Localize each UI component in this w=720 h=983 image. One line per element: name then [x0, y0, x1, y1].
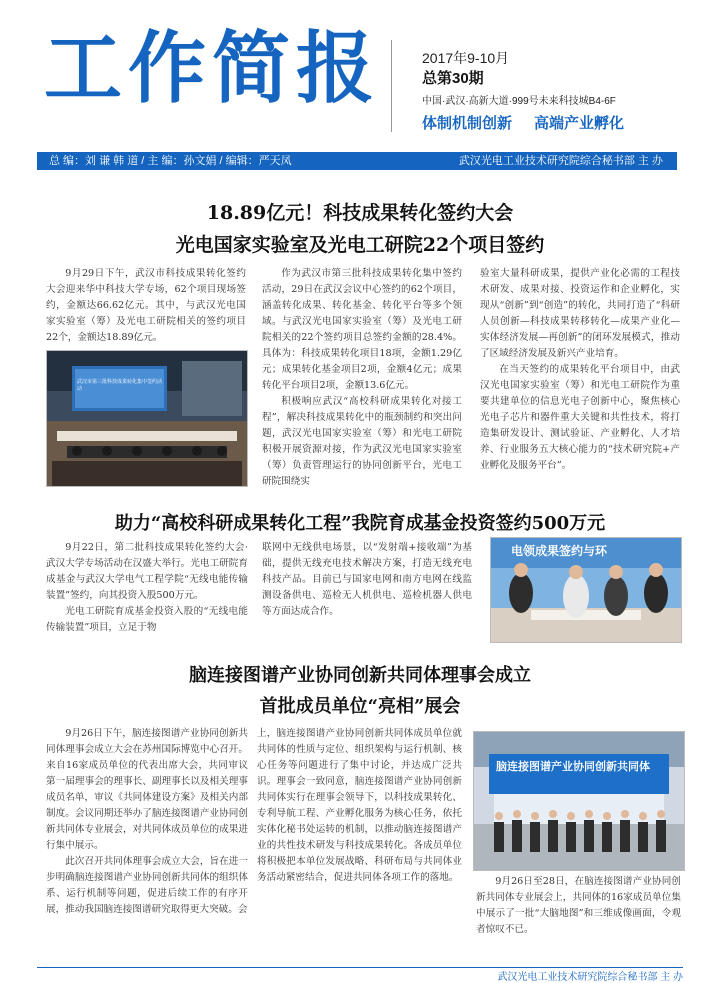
article1-col3-para2: 在当天签约的成果转化平台项目中，由武汉光电国家实验室（筹）和光电工研院作为重要共建单位的信息光电子创新中心，聚焦核心光电子芯片和器件重大关键和共性技术，将打造集研发设计、测试验证、产业孵化、人才培养、行业服务五大核心能力的“技术研究院+产业孵化及服务平台”。: [480, 364, 680, 471]
article3-col1: [46, 726, 248, 966]
footer-credit: 武汉光电工业技术研究院综合秘书部 主 办: [497, 972, 683, 983]
article1-col2-para1: 作为武汉市第三批科技成果转化集中签约活动，29日在武汉会议中心签约的62个项目，涵盖转化成果、转化基金、转化平台等多个领域。与武汉光电国家实验室（筹）及光电工研院相关的22个签约项目总签约金额的28.4%。具体为：科技成果转化项目18项，金额1.29亿元；成果转化基金项目2项，金额4亿元；成果转化平台项目2项，金额13.6亿元。: [262, 268, 462, 391]
article2-title: 助力“高校科研成果转化工程”我院育成基金投资签约500万元: [114, 513, 606, 534]
masthead-divider: [391, 40, 392, 132]
article2-col2-para: 联网中无线供电场景，以“发射端+接收端”为基础，提供无线充电技术解决方案，打造无线充电科技产品。目前已与国家电网和南方电网在线监测设备供电、巡检无人机供电、巡检机器人供电等方面达成合作。: [262, 542, 472, 617]
slogans: [422, 112, 646, 133]
slogan-2: 高端产业孵化: [534, 115, 625, 132]
article1-photo: [46, 350, 248, 487]
article1-col2: [262, 266, 462, 490]
slogan-1: 体制机制创新: [422, 115, 513, 132]
article1-col2-para2: 积极响应武汉“高校科研成果转化对接工程”，解决科技成果转化中的瓶颈制约和突出问题，武汉光电国家实验室（筹）和光电工研院积极开展资源对接，作为武汉光电国家实验室（筹）负责管理运行的协同创新平台，光电工研院围绕实: [262, 396, 462, 487]
article3-col1-para2: 此次召开共同体理事会成立大会，旨在进一步明确脑连接图谱产业协同创新共同体的组织体系、运行机制等问题，促进后续工作的有序开展，推动我国脑连接图谱研究取得更大突破。会: [46, 856, 248, 915]
article1-col3: [480, 266, 680, 490]
article3-title-line2: 首批成员单位“亮相”展会: [259, 696, 461, 717]
masthead-title: 工作简报: [44, 24, 381, 114]
article3-col1-para1: 9月26日下午，脑连接图谱产业协同创新共同体理事会成立大会在苏州国际博览中心召开。来自16家成员单位的代表出席大会，共同审议第一届理事会的理事长、副理事长以及相关理事成员名单，审议《共同体建设方案》及相关内部制度。会议同期还举办了脑连接图谱产业协同创新共同体专业展会，对共同体成员单位的成果进行集中展示。: [46, 728, 248, 851]
article3-caption: [476, 874, 681, 954]
article2-col1-para2: 光电工研院育成基金投资入股的“无线电能传输装置”项目，立足于物: [46, 606, 248, 633]
article1-col1: [46, 266, 246, 346]
article3-col2-para: 上，脑连接图谱产业协同创新共同体成员单位就共同体的性质与定位、组织架构与运行机制、核心任务等问题进行了集中讨论，并达成广泛共识。理事会一致同意，脑连接图谱产业协同创新共同体实行在理事会领导下，以科技成果转化、专利导航工程、产业孵化服务为核心任务，依托实体化秘书处运转的机制，以推动脑连接图谱产业的共性技术研发与科技成果转化。各成员单位将积极把本单位发展战略、科研布局与共同体业务活动紧密结合，促进共同体各项工作的落地。: [257, 728, 462, 883]
article1-photo-banner: 武汉市第三批科技成果转化集中签约活动: [77, 379, 163, 392]
issue-date: 2017年9-10月: [422, 50, 510, 66]
article3-caption-text: 9月26日至28日，在脑连接图谱产业协同创新共同体专业展会上，共同体的16家成员单位集中展示了一批“大脑地图”和三维成像画面，令观者惊叹不已。: [476, 876, 681, 935]
article2-col2: [262, 540, 472, 640]
editor-bar: [37, 152, 677, 170]
publisher-credit: 武汉光电工业技术研究院综合秘书部 主 办: [458, 155, 663, 167]
article3-photo: [473, 731, 685, 871]
article3-title-line1: 脑连接图谱产业协同创新共同体理事会成立: [189, 665, 531, 686]
issue-number: 总第30期: [422, 70, 484, 87]
article1-title-line1: 18.89亿元！科技成果转化签约大会: [206, 202, 514, 224]
address: 中国·武汉·高新大道·999号未来科技城B4-6F: [422, 96, 616, 107]
article2-photo: [490, 537, 682, 643]
article1-title-line2: 光电国家实验室及光电工研院22个项目签约: [175, 234, 545, 256]
exhibition-photo-image: [474, 732, 684, 870]
article2-col1-para1: 9月22日，第二批科技成果转化签约大会·武汉大学专场活动在汉盛大举行。光电工研院育成基金与武汉大学电气工程学院“无线电能传输装置”签约，向其投资入股500万元。: [46, 542, 248, 601]
editors-credit: 总 编：刘 谦 韩 道 / 主 编：孙文娟 / 编辑：严天凤: [49, 155, 292, 167]
article1-col1-para: 9月29日下午，武汉市科技成果转化签约大会迎来华中科技大学专场，62个项目现场签约，金额达66.62亿元。其中，与武汉光电国家实验室（筹）及光电工研院相关的签约项目22个，金额达18.89亿元。: [46, 268, 246, 343]
article3-photo-banner: 脑连接图谱产业协同创新共同体: [496, 760, 650, 773]
article1-col3-para1: 验室大量科研成果，提供产业化必需的工程技术研发、成果对接、投资运作和企业孵化，实现从“创新”到“创造”的转化，共同打造了“科研人员创新—科技成果转移转化—成果产业化—实体经济发展—再创新”的闭环发展模式，推动了区域经济发展及新兴产业培育。: [480, 268, 680, 359]
article2-photo-banner: 电领成果签约与环: [511, 544, 608, 558]
article3-col2: [257, 726, 462, 966]
article2-col1: [46, 540, 248, 640]
conference-photo-image: [47, 351, 247, 486]
